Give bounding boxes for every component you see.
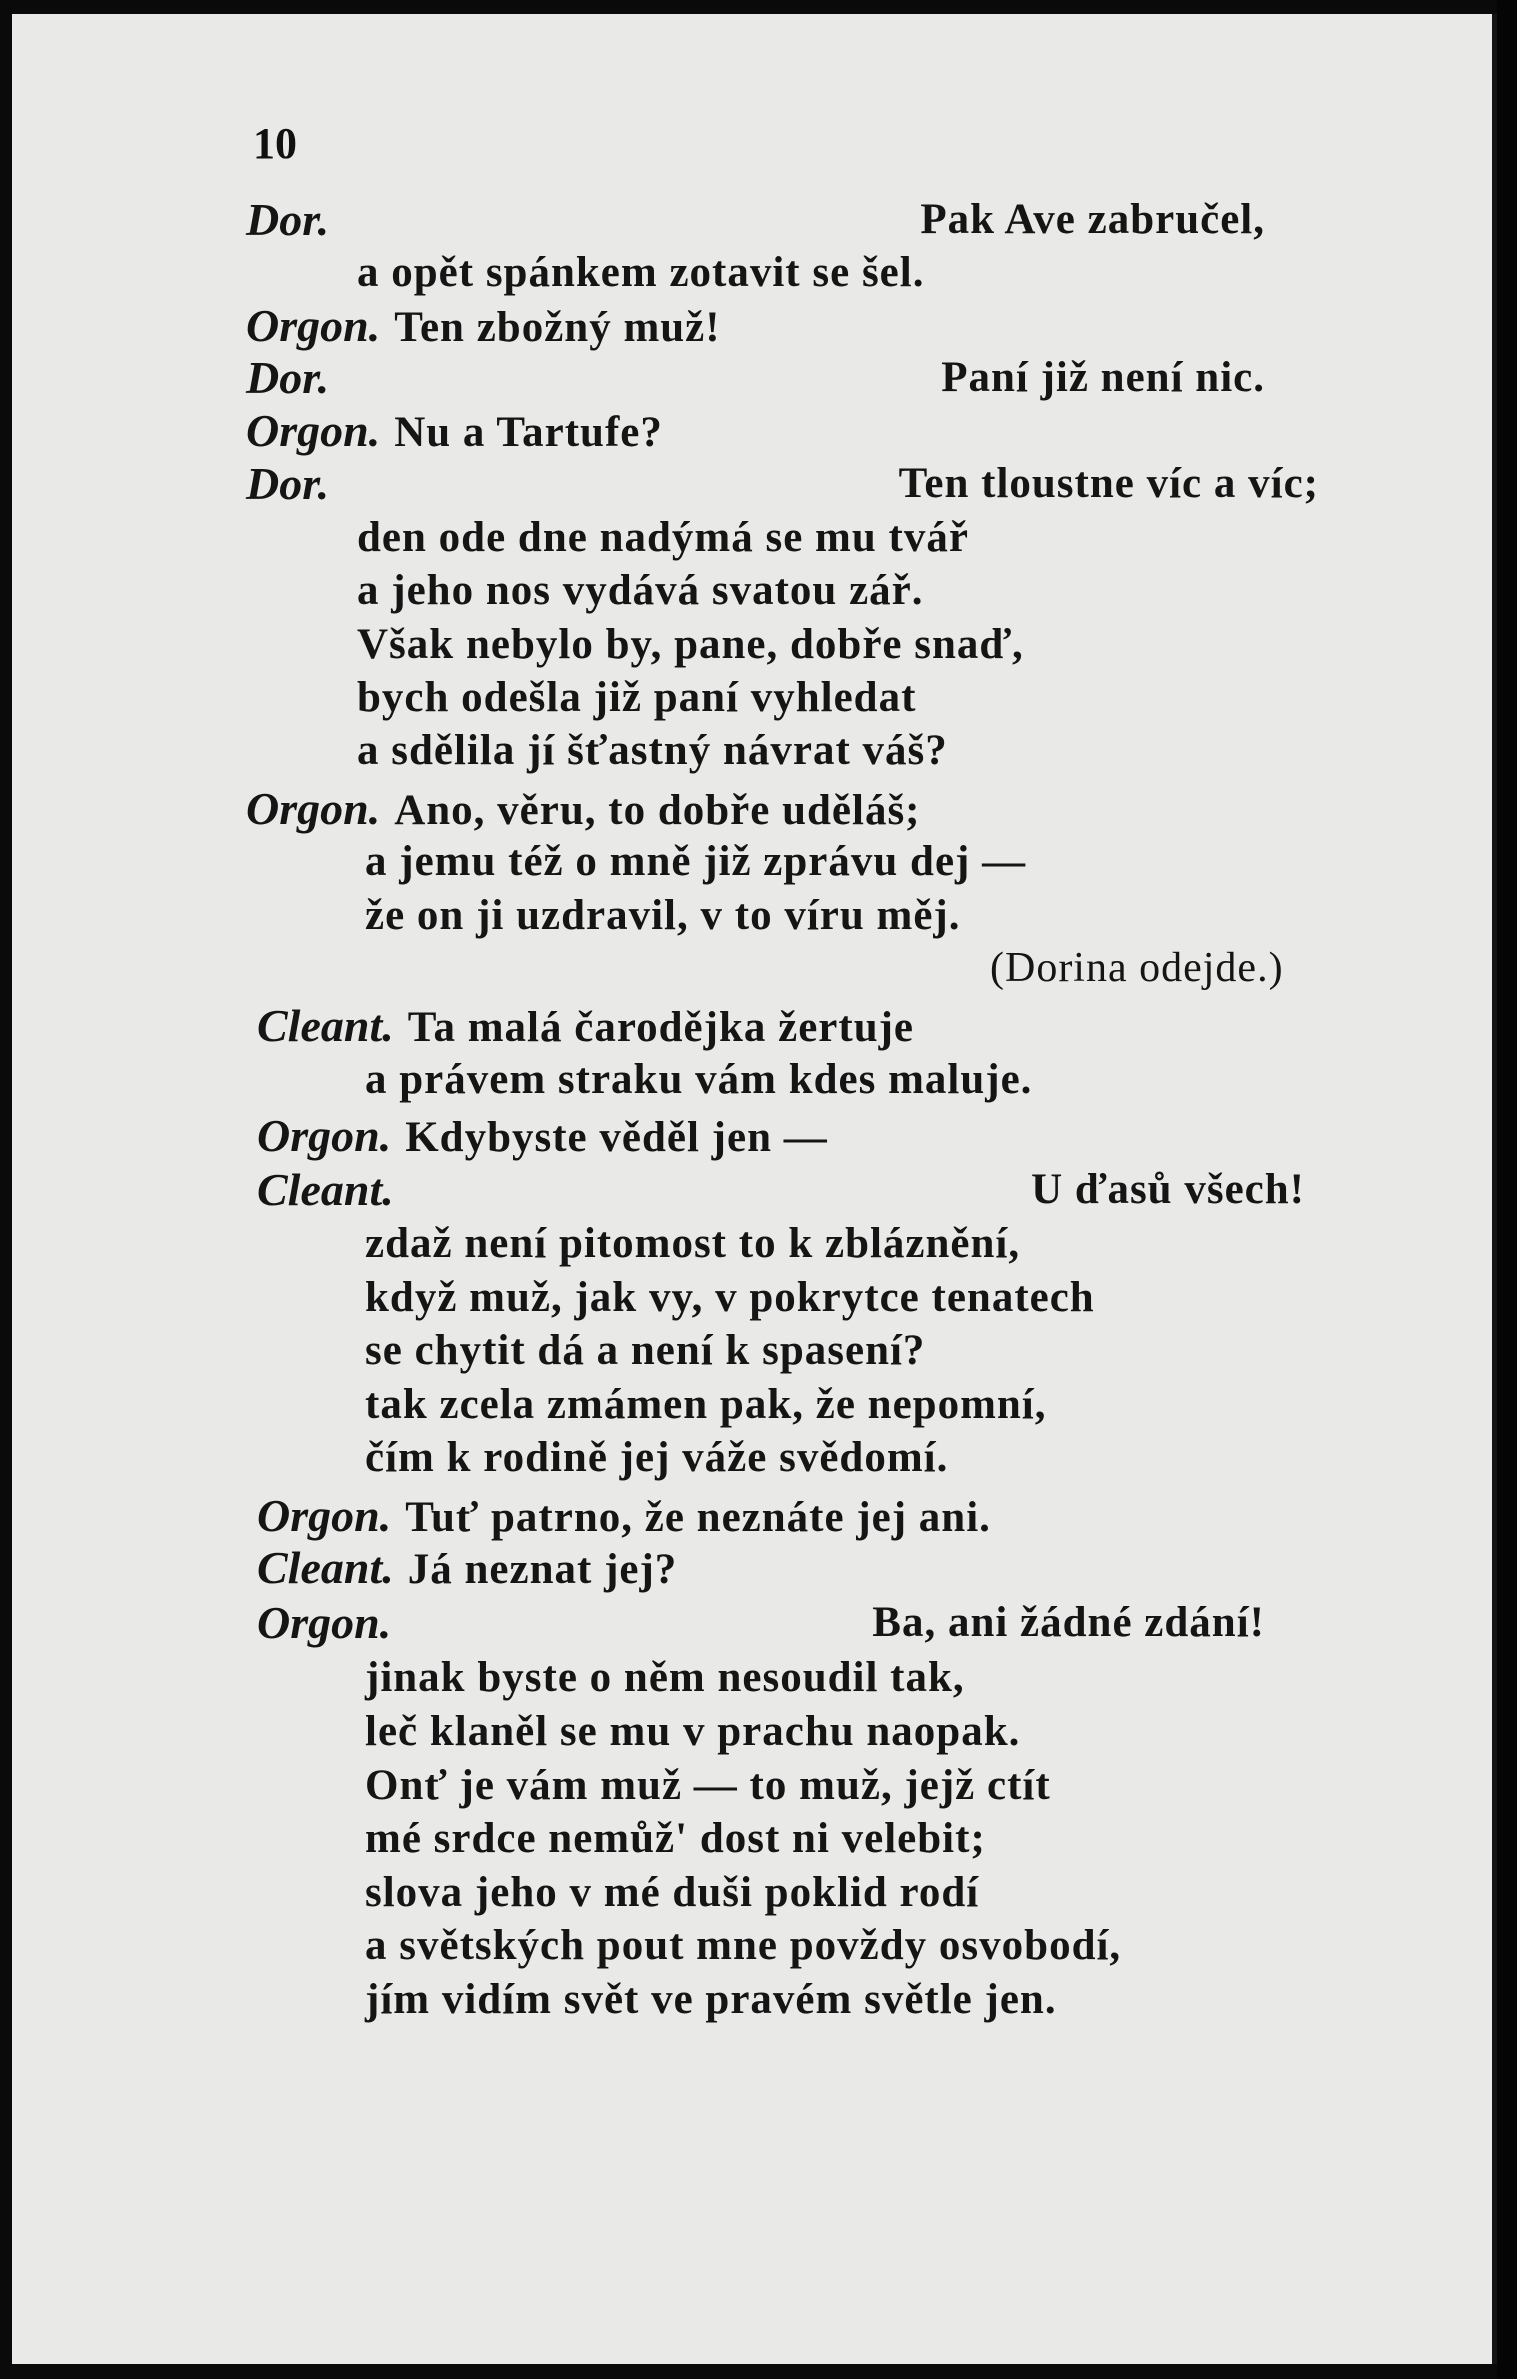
speaker-name: Orgon. bbox=[246, 783, 381, 834]
verse-line bbox=[257, 1162, 1305, 1218]
line-text: Tuť patrno, že neznáte jej ani. bbox=[405, 1494, 991, 1541]
verse-line bbox=[365, 1811, 986, 1867]
line-text: U ďasů všech! bbox=[1031, 1166, 1305, 1213]
verse-line bbox=[257, 1488, 991, 1544]
line-text: a opět spánkem zotavit se šel. bbox=[357, 249, 925, 296]
line-text: den ode dne nadýmá se mu tvář bbox=[357, 514, 969, 561]
line-text: a jemu též o mně již zprávu dej — bbox=[365, 838, 1027, 885]
verse-line bbox=[246, 456, 1319, 512]
verse-line bbox=[357, 723, 948, 779]
line-text: Ano, věru, to dobře uděláš; bbox=[394, 787, 921, 834]
scan-edge bbox=[1497, 0, 1517, 2379]
line-text: jinak byste o něm nesoudil tak, bbox=[365, 1654, 965, 1701]
verse-line bbox=[365, 1270, 1095, 1326]
verse-line bbox=[246, 192, 1265, 248]
line-text: a světských pout mne povždy osvobodí, bbox=[365, 1922, 1122, 1969]
line-text: tak zcela zmámen pak, že nepomní, bbox=[365, 1381, 1047, 1428]
line-text: Ten tloustne víc a víc; bbox=[898, 460, 1319, 507]
verse-line bbox=[365, 1377, 1047, 1433]
verse-line bbox=[357, 670, 916, 726]
line-text: a právem straku vám kdes maluje. bbox=[365, 1056, 1033, 1103]
speaker-name: Dor. bbox=[246, 458, 330, 509]
stage-direction: (Dorina odejde.) bbox=[990, 945, 1284, 991]
line-text: Ba, ani žádné zdání! bbox=[872, 1599, 1265, 1646]
line-text: Nu a Tartufe? bbox=[394, 409, 663, 456]
verse-line bbox=[246, 781, 921, 837]
line-text: Onť je vám muž — to muž, jejž ctít bbox=[365, 1762, 1051, 1809]
line-text: čím k rodině jej váže svědomí. bbox=[365, 1434, 949, 1481]
verse-line bbox=[365, 1052, 1032, 1108]
line-text: bych odešla již paní vyhledat bbox=[357, 674, 917, 721]
verse-line bbox=[365, 1216, 1020, 1272]
speaker-name: Orgon. bbox=[246, 405, 381, 456]
verse-line bbox=[365, 1704, 1020, 1760]
speaker-name: Dor. bbox=[246, 352, 330, 403]
verse-line bbox=[357, 617, 1024, 673]
speaker-name: Cleant. bbox=[257, 1000, 394, 1051]
speaker-name: Orgon. bbox=[257, 1597, 392, 1648]
speaker-name: Orgon. bbox=[257, 1110, 392, 1161]
line-text: mé srdce nemůž' dost ni velebit; bbox=[365, 1815, 986, 1862]
line-text: leč klaněl se mu v prachu naopak. bbox=[365, 1708, 1021, 1755]
line-text: a jeho nos vydává svatou zář. bbox=[357, 567, 924, 614]
line-text: slova jeho v mé duši poklid rodí bbox=[365, 1869, 980, 1916]
line-text: jím vidím svět ve pravém světle jen. bbox=[365, 1976, 1057, 2023]
line-text: když muž, jak vy, v pokrytce tenatech bbox=[365, 1274, 1095, 1321]
verse-line bbox=[357, 510, 969, 566]
verse-line bbox=[257, 998, 914, 1054]
verse-line bbox=[246, 403, 663, 459]
line-text: se chytit dá a není k spasení? bbox=[365, 1327, 926, 1374]
speaker-name: Dor. bbox=[246, 194, 330, 245]
verse-line bbox=[257, 1108, 828, 1164]
verse-line bbox=[246, 350, 1265, 406]
verse-line bbox=[365, 1650, 965, 1706]
verse-line bbox=[357, 245, 924, 301]
verse-line bbox=[257, 1540, 677, 1596]
line-text: že on ji uzdravil, v to víru měj. bbox=[365, 892, 961, 939]
verse-line bbox=[365, 1430, 948, 1486]
verse-line bbox=[365, 1758, 1051, 1814]
speaker-name: Orgon. bbox=[246, 300, 381, 351]
verse-line bbox=[990, 940, 1284, 996]
line-text: Já neznat jej? bbox=[407, 1546, 678, 1593]
verse-line bbox=[257, 1595, 1265, 1651]
line-text: a sdělila jí šťastný návrat váš? bbox=[357, 727, 948, 774]
line-text: zdaž není pitomost to k zbláznění, bbox=[365, 1220, 1021, 1267]
line-text: Pak Ave zabručel, bbox=[920, 196, 1265, 243]
speaker-name: Cleant. bbox=[257, 1542, 394, 1593]
line-text: Ta malá čarodějka žertuje bbox=[407, 1004, 915, 1051]
verse-line bbox=[365, 1972, 1057, 2028]
verse-line bbox=[365, 1323, 925, 1379]
page-number: 10 bbox=[253, 119, 297, 168]
verse-line bbox=[365, 1865, 979, 1921]
speaker-name: Orgon. bbox=[257, 1490, 392, 1541]
verse-line bbox=[357, 563, 924, 619]
verse-line bbox=[246, 298, 721, 354]
line-text: Však nebylo by, pane, dobře snaď, bbox=[357, 621, 1024, 668]
line-text: Kdybyste věděl jen — bbox=[405, 1114, 828, 1161]
verse-line bbox=[365, 834, 1026, 890]
line-text: Ten zbožný muž! bbox=[394, 304, 721, 351]
verse-line bbox=[365, 1918, 1121, 1974]
line-text: Paní již není nic. bbox=[941, 354, 1265, 401]
speaker-name: Cleant. bbox=[257, 1164, 394, 1215]
verse-line bbox=[365, 888, 961, 944]
